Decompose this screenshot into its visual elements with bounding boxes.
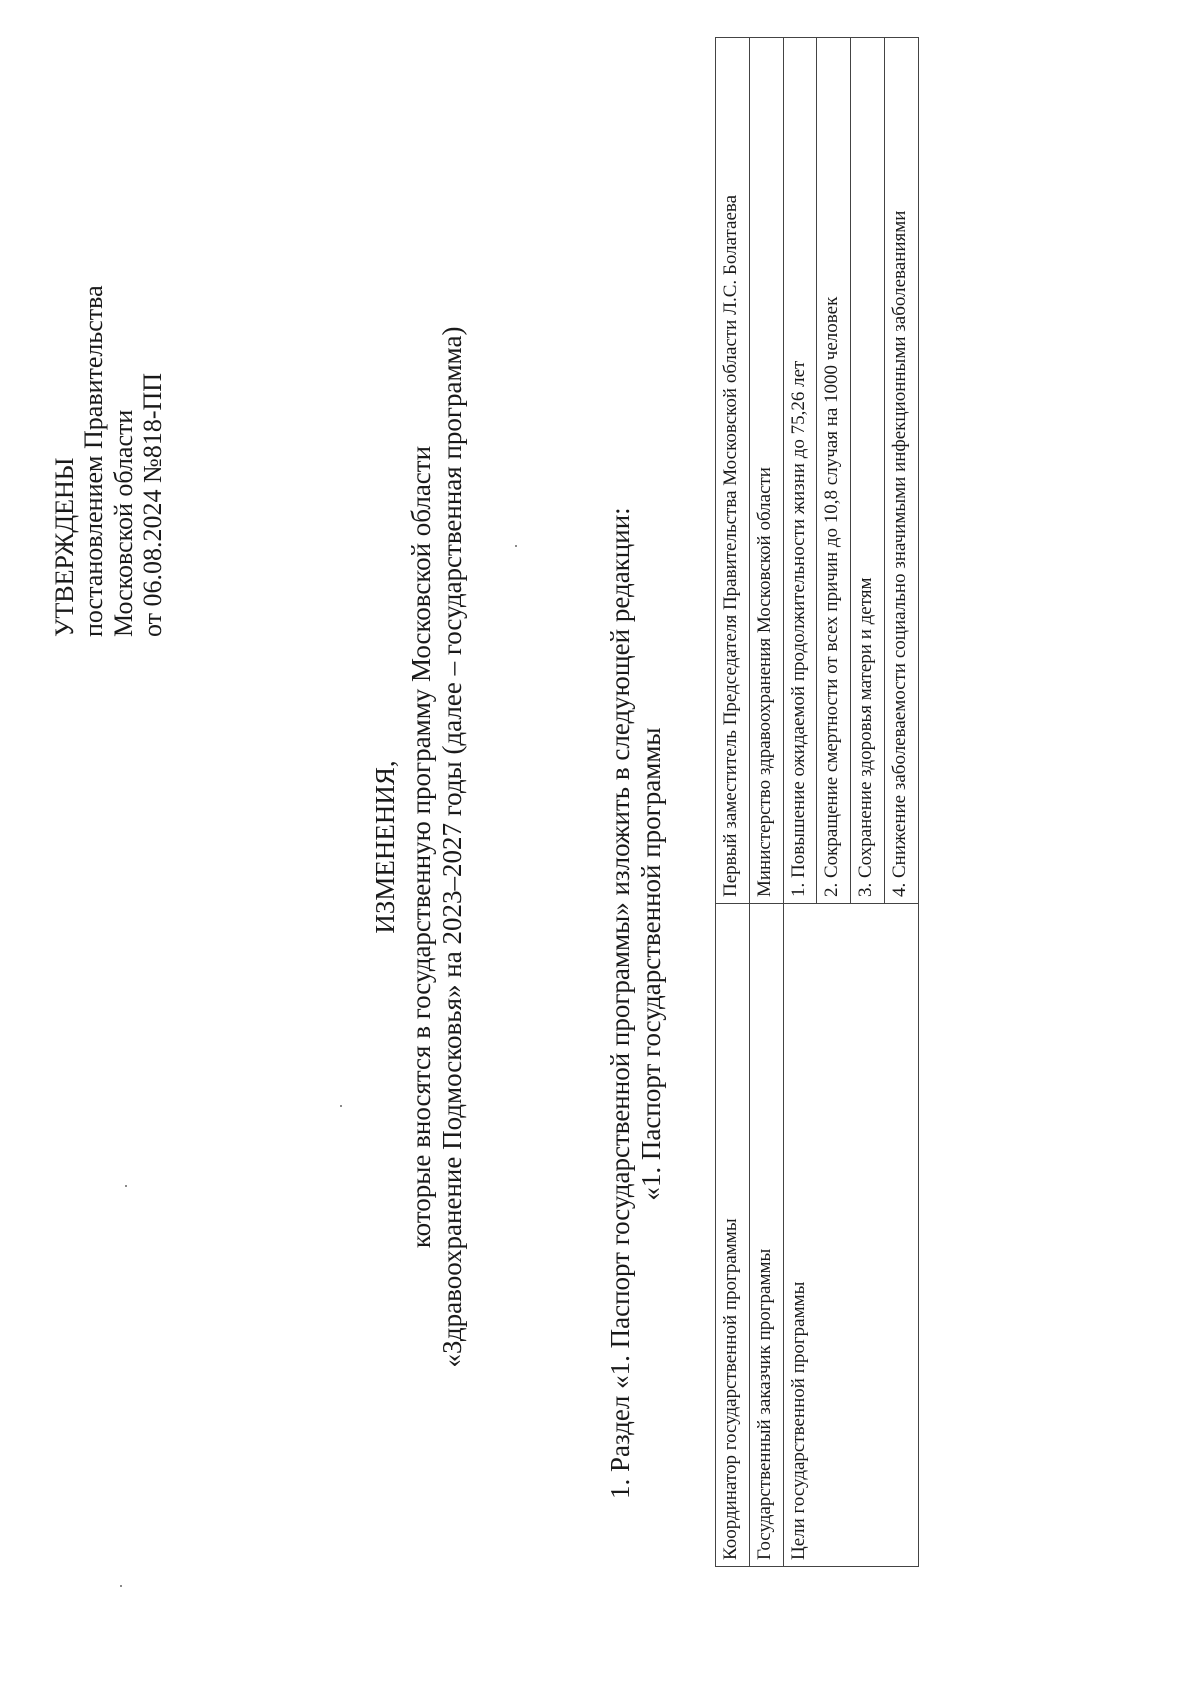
program-passport-table [715, 37, 919, 1567]
approval-region: Московской области [108, 409, 138, 637]
table-row [716, 38, 750, 1567]
goal-item: 3. Сохранение здоровья матери и детям [851, 38, 885, 904]
approval-title: УТВЕРЖДЕНЫ [50, 457, 79, 637]
section-instruction [605, 99, 667, 1499]
approval-stamp [50, 17, 168, 637]
scan-speck [515, 545, 517, 547]
table-row [749, 38, 783, 1567]
section-passport-heading: «1. Паспорт государственной программы [636, 727, 667, 1201]
approval-resolution: постановлением Правительства [79, 285, 109, 637]
title-line-2: «Здравоохранение Подмосковья» на 2023–2027 годы (далее – государственная программа) [437, 326, 468, 1368]
goal-item: 2. Сокращение смертности от всех причин до 10,8 случая на 1000 человек [817, 38, 851, 904]
customer-label: Государственный заказчик программы [749, 904, 783, 1567]
customer-value: Министерство здравоохранения Московской области [749, 38, 783, 904]
goals-label: Цели государственной программы [783, 904, 918, 1567]
goal-item: 1. Повышение ожидаемой продолжительности жизни до 75,26 лет [783, 38, 817, 904]
goal-item: 4. Снижение заболеваемости социально значимыми инфекционными заболеваниями [884, 38, 918, 904]
coordinator-label: Координатор государственной программы [716, 904, 750, 1567]
title-heading: ИЗМЕНЕНИЯ, [370, 760, 400, 934]
title-line-1: которые вносятся в государственную программу Московской области [405, 445, 436, 1249]
table-row [783, 38, 817, 1567]
scan-speck [340, 1105, 342, 1107]
approval-date-number: от 06.08.2024 №818-ПП [138, 372, 168, 637]
scan-speck [120, 1585, 122, 1587]
scan-speck [125, 1185, 127, 1187]
document-title [370, 57, 469, 1637]
coordinator-value: Первый заместитель Председателя Правительства Московской области Л.С. Болатаева [716, 38, 750, 904]
section-instruction-text: 1. Раздел «1. Паспорт государственной программы» изложить в следующей редакции: [605, 507, 635, 1499]
